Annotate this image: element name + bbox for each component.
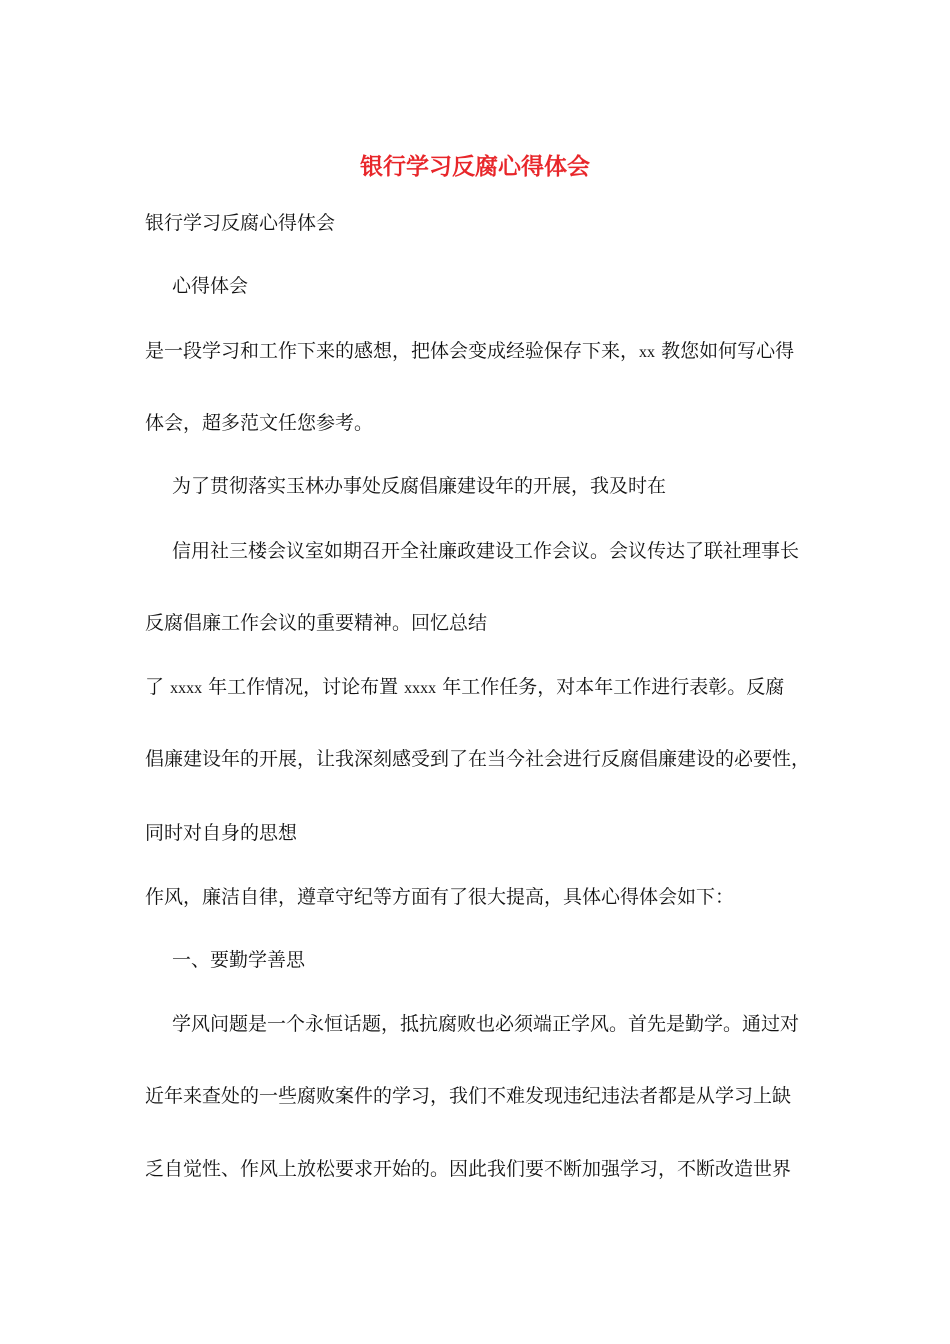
text-run: xxxx — [170, 680, 203, 697]
paragraph-line: 倡廉建设年的开展，让我深刻感受到了在当今社会进行反腐倡廉建设的必要性， — [145, 748, 811, 770]
text-run: 教您如何写心得 — [661, 340, 795, 362]
paragraph-line: 同时对自身的思想 — [145, 822, 298, 844]
paragraph-line — [145, 673, 784, 703]
paragraph-line: 反腐倡廉工作会议的重要精神。回忆总结 — [145, 612, 488, 634]
text-run: 年工作情况，讨论布置 — [208, 676, 399, 698]
text-run: 是一段学习和工作下来的感想，把体会变成经验保存下来， — [145, 340, 640, 362]
paragraph-line — [145, 337, 794, 367]
text-run: 年工作任务，对本年工作进行表彰。反腐 — [442, 676, 785, 698]
text-run: xx — [639, 344, 656, 361]
paragraph-line: 银行学习反腐心得体会 — [145, 212, 336, 234]
document-title: 银行学习反腐心得体会 — [360, 154, 590, 180]
paragraph-line: 近年来查处的一些腐败案件的学习，我们不难发现违纪违法者都是从学习上缺 — [145, 1085, 792, 1107]
text-run: xxxx — [404, 680, 437, 697]
paragraph-line: 体会，超多范文任您参考。 — [145, 412, 374, 434]
text-run: 了 — [145, 676, 165, 698]
paragraph-line: 作风，廉洁自律，遵章守纪等方面有了很大提高，具体心得体会如下： — [145, 886, 735, 908]
section-heading: 一、要勤学善思 — [172, 949, 306, 971]
paragraph-line: 学风问题是一个永恒话题，抵抗腐败也必须端正学风。首先是勤学。通过对 — [172, 1013, 800, 1035]
paragraph-line: 乏自觉性、作风上放松要求开始的。因此我们要不断加强学习，不断改造世界 — [145, 1158, 792, 1180]
paragraph-line: 信用社三楼会议室如期召开全社廉政建设工作会议。会议传达了联社理事长 — [172, 540, 800, 562]
paragraph-line: 心得体会 — [172, 275, 249, 297]
paragraph-line: 为了贯彻落实玉林办事处反腐倡廉建设年的开展，我及时在 — [172, 475, 667, 497]
